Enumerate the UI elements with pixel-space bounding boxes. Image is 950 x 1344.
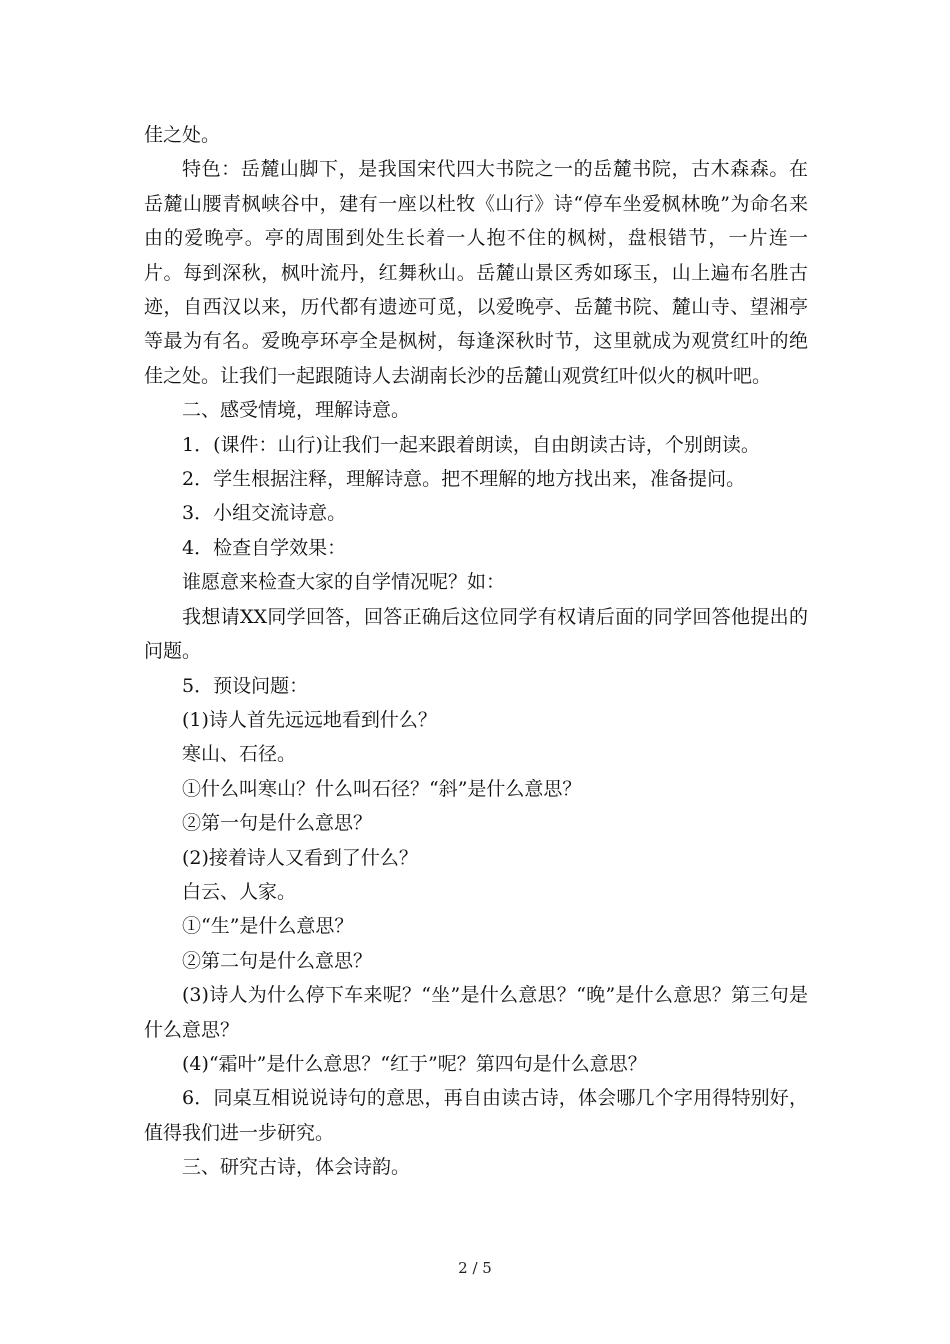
paragraph-1: 佳之处。 (144, 124, 221, 146)
paragraph-15: (2)接着诗人又看到了什么？ (182, 846, 418, 869)
paragraph-22: 三、研究古诗，体会诗韵。 (182, 1156, 411, 1179)
paragraph-9: 我想请XX同学回答，回答正确后这位同学有权请后面的同学回答他提出的问题。 (144, 605, 808, 663)
page-number: 2 / 5 (458, 1259, 492, 1277)
paragraph-17: ①“生”是什么意思？ (182, 915, 354, 938)
paragraph-4: 1．(课件：山行)让我们一起来跟着朗读，自由朗读古诗，个别朗读。 (182, 433, 760, 456)
paragraph-10: 5．预设问题： (182, 674, 309, 697)
paragraph-18: ②第二句是什么意思？ (182, 949, 373, 972)
paragraph-5: 2．学生根据注释，理解诗意。把不理解的地方找出来，准备提问。 (182, 468, 746, 491)
paragraph-8: 谁愿意来检查大家的自学情况呢？如： (182, 571, 506, 594)
document-body (144, 118, 808, 1185)
paragraph-2: 特色：岳麓山脚下，是我国宋代四大书院之一的岳麓书院，古木森森。在岳麓山腰青枫峡谷中，建有一座以杜牧《山行》诗“停车坐爱枫林晚”为命名来由的爱晚亭。亭的周围到处生长着一人抱不住的枫树，盘根错节，一片连一片。每到深秋，枫叶流丹，红舞秋山。岳麓山景区秀如琢玉，山上遍布名胜古迹，自西汉以来，历代都有遗迹可觅，以爱晚亭、岳麓书院、麓山寺、望湘亭等最为有名。爱晚亭环亭全是枫树，每逢深秋时节，这里就成为观赏红叶的绝佳之处。让我们一起跟随诗人去湖南长沙的岳麓山观赏红叶似火的枫叶吧。 (144, 158, 808, 387)
paragraph-7: 4．检查自学效果： (182, 536, 347, 559)
paragraph-6: 3．小组交流诗意。 (182, 502, 347, 525)
paragraph-21: 6．同桌互相说说诗句的意思，再自由读古诗，体会哪几个字用得特别好，值得我们进一步研究。 (144, 1087, 808, 1144)
paragraph-14: ②第一句是什么意思？ (182, 812, 373, 835)
paragraph-11: (1)诗人首先远远地看到什么？ (182, 708, 437, 731)
paragraph-3: 二、感受情境，理解诗意。 (182, 399, 411, 422)
paragraph-20: (4)“霜叶”是什么意思？“红于”呢？第四句是什么意思？ (182, 1052, 647, 1075)
paragraph-19: (3)诗人为什么停下车来呢？“坐”是什么意思？“晚”是什么意思？第三句是什么意思？ (144, 984, 808, 1041)
paragraph-12: 寒山、石径。 (182, 743, 297, 766)
paragraph-16: 白云、人家。 (182, 880, 297, 903)
paragraph-13: ①什么叫寒山？什么叫石径？“斜”是什么意思？ (182, 777, 582, 800)
